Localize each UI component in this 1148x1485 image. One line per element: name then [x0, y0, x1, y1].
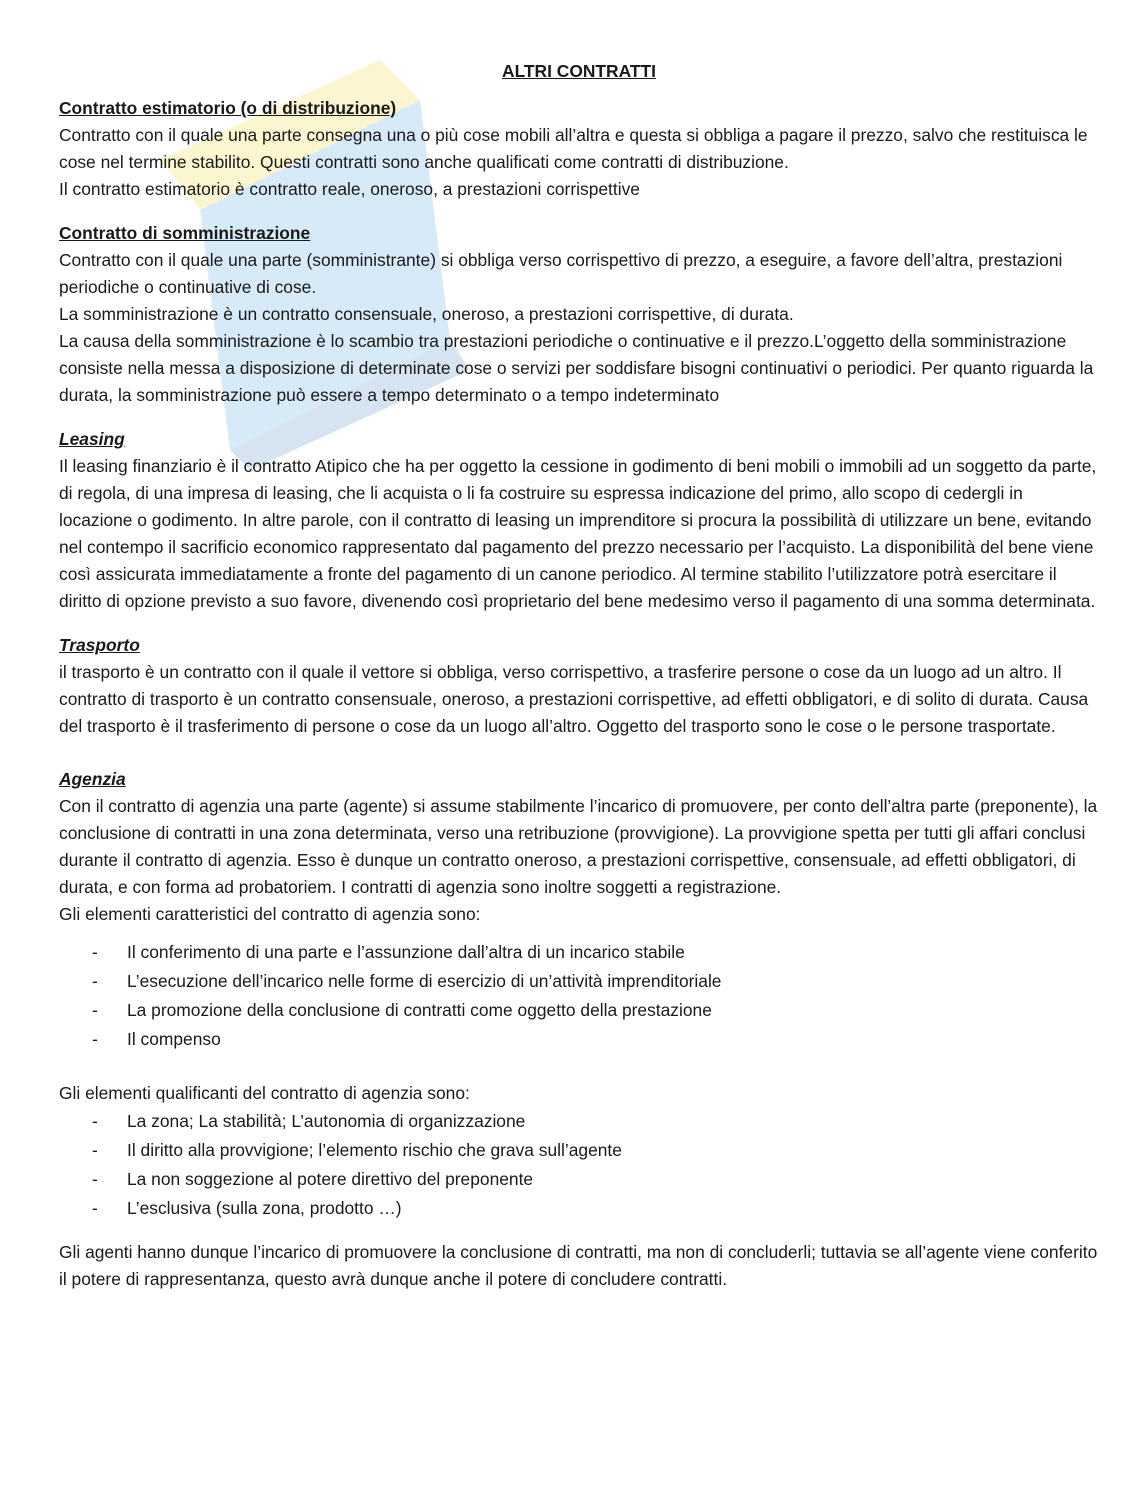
section-agenzia — [59, 766, 1099, 1293]
paragraph: Con il contratto di agenzia una parte (agente) si assume stabilmente l’incarico di promuovere, per conto dell’altra parte (preponente), la conclusione di contratti in una zona determinata, verso una retribuzione (provvigione). La provvigione spetta per tutti gli affari conclusi durante il contratto di agenzia. Esso è dunque un contratto oneroso, a prestazioni corrispettive, consensuale, ad effetti obbligatori, di durata, e con forma ad probatoriem. I contratti di agenzia sono inoltre soggetti a registrazione. — [59, 796, 1098, 897]
list-item: - Il compenso — [59, 1025, 1099, 1054]
paragraph: Il leasing finanziario è il contratto Atipico che ha per oggetto la cessione in godimento di beni mobili o immobili ad un soggetto da parte, di regola, di una impresa di leasing, che li acquista o li fa costruire su espressa indicazione del primo, allo scopo di cedergli in locazione o godimento. In altre parole, con il contratto di leasing un imprenditore si procura la possibilità di utilizzare un bene, evitando nel contempo il sacrificio economico rappresentato dal pagamento del prezzo necessario per l’acquisto. La disponibilità del bene viene così assicurata immediatamente a fronte del pagamento di un canone periodico. Al termine stabilito l’utilizzatore potrà esercitare il diritto di opzione previsto a suo favore, divenendo così proprietario del bene medesimo verso il pagamento di una somma determinata. — [59, 456, 1097, 611]
list-item: - L’esecuzione dell’incarico nelle forme di esercizio di un’attività imprenditoriale — [59, 967, 1099, 996]
section-heading: Leasing — [59, 429, 125, 449]
paragraph: il trasporto è un contratto con il quale il vettore si obbliga, verso corrispettivo, a trasferire persone o cose da un luogo ad un altro. Il contratto di trasporto è un contratto consensuale, oneroso, a prestazioni corrispettive, ad effetti obbligatori, e di solito di durata. Causa del trasporto è il trasferimento di persone o cose da un luogo all’altro. Oggetto del trasporto sono le cose o le persone trasportate. — [59, 662, 1089, 736]
list-item: - Il diritto alla provvigione; l’elemento rischio che grava sull’agente — [59, 1136, 1099, 1165]
list-caratteristici — [59, 938, 1099, 1054]
section-trasporto — [59, 632, 1099, 740]
section-heading: Contratto di somministrazione — [59, 223, 311, 243]
paragraph: Gli elementi qualificanti del contratto di agenzia sono: — [59, 1083, 470, 1103]
paragraph: Gli elementi caratteristici del contratto di agenzia sono: — [59, 904, 481, 924]
list-item: - La promozione della conclusione di contratti come oggetto della prestazione — [59, 996, 1099, 1025]
page-title: ALTRI CONTRATTI — [502, 61, 656, 81]
list-qualificanti — [59, 1107, 1099, 1223]
paragraph: Contratto con il quale una parte consegna una o più cose mobili all’altra e questa si obbliga a pagare il prezzo, salvo che restituisca le cose nel termine stabilito. Questi contratti sono anche qualificati come contratti di distribuzione. — [59, 125, 1088, 172]
section-heading: Trasporto — [59, 635, 140, 655]
section-heading: Contratto estimatorio (o di distribuzione) — [59, 98, 397, 118]
document-page — [59, 58, 1099, 1310]
section-heading: Agenzia — [59, 769, 126, 789]
paragraph: La causa della somministrazione è lo scambio tra prestazioni periodiche o continuative e il prezzo.L’oggetto della somministrazione consiste nella messa a disposizione di determinate cose o servizi per soddisfare bisogni continuativi o periodici. Per quanto riguarda la durata, la somministrazione può essere a tempo determinato o a tempo indeterminato — [59, 331, 1094, 405]
list-item: - La non soggezione al potere direttivo del preponente — [59, 1165, 1099, 1194]
section-somministrazione — [59, 220, 1099, 409]
list-item: - L’esclusiva (sulla zona, prodotto …) — [59, 1194, 1099, 1223]
list-item: - Il conferimento di una parte e l’assunzione dall’altra di un incarico stabile — [59, 938, 1099, 967]
paragraph: Gli agenti hanno dunque l’incarico di promuovere la conclusione di contratti, ma non di concluderli; tuttavia se all’agente viene conferito il potere di rappresentanza, questo avrà dunque anche il potere di concludere contratti. — [59, 1242, 1098, 1289]
paragraph: La somministrazione è un contratto consensuale, oneroso, a prestazioni corrispettive, di durata. — [59, 304, 794, 324]
list-item: - La zona; La stabilità; L’autonomia di organizzazione — [59, 1107, 1099, 1136]
paragraph: Contratto con il quale una parte (somministrante) si obbliga verso corrispettivo di prezzo, a eseguire, a favore dell’altra, prestazioni periodiche o continuative di cose. — [59, 250, 1063, 297]
section-estimatorio — [59, 95, 1099, 203]
paragraph: Il contratto estimatorio è contratto reale, oneroso, a prestazioni corrispettive — [59, 179, 640, 199]
section-leasing — [59, 426, 1099, 615]
